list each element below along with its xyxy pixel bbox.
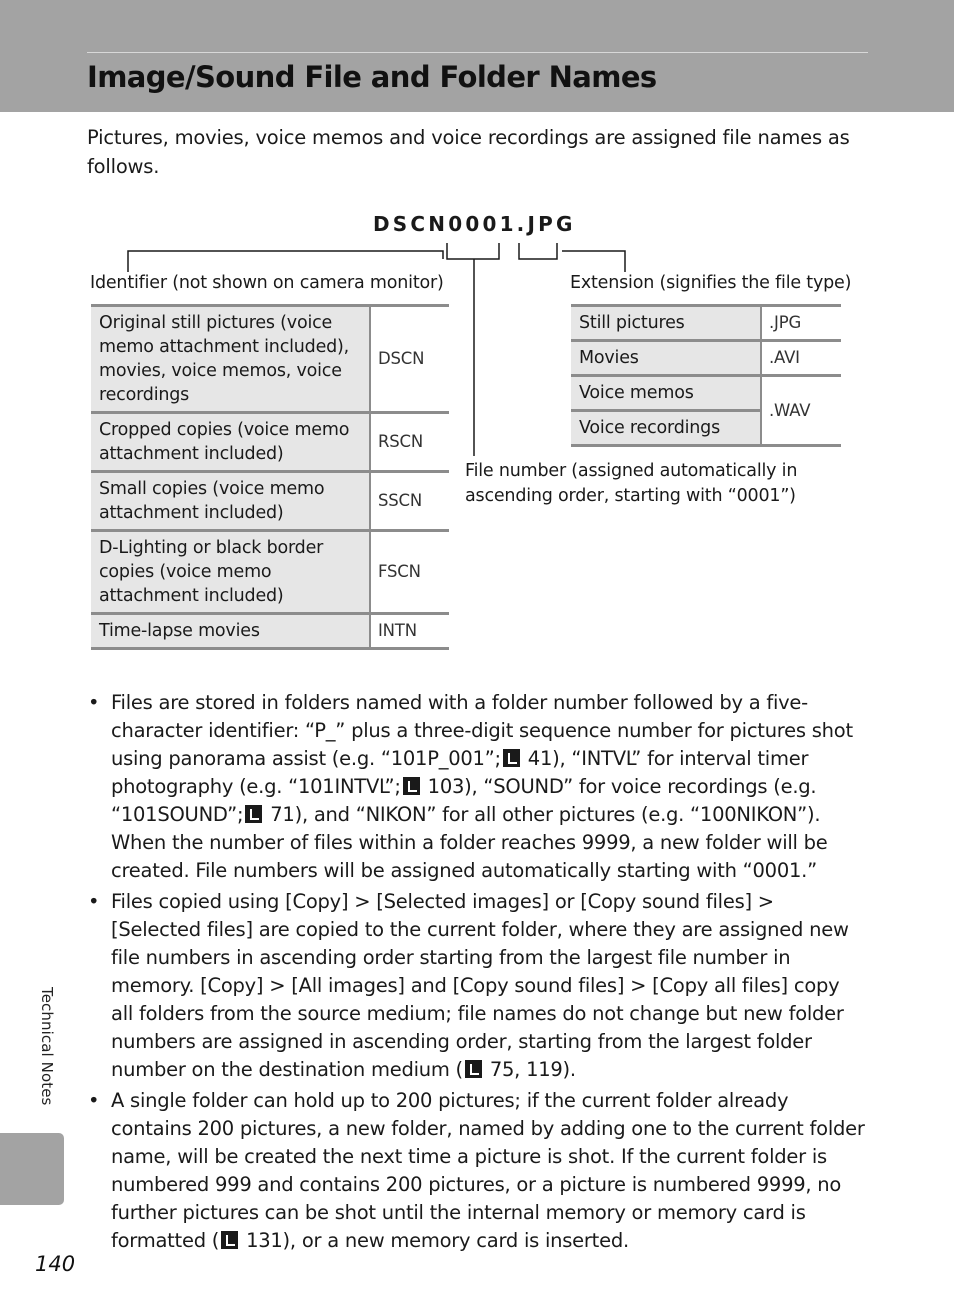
bullet: • bbox=[88, 1089, 100, 1112]
table-row bbox=[91, 306, 449, 413]
identifier-code: INTN bbox=[370, 614, 449, 649]
identifier-description: Cropped copies (voice memo attachment included) bbox=[91, 413, 370, 472]
identifier-description: D-Lighting or black border copies (voice memo attachment included) bbox=[91, 531, 370, 614]
table-row bbox=[571, 341, 841, 376]
bullet-text: 103), “SOUND” for voice recordings (e.g. “101SOUND”; bbox=[111, 775, 817, 826]
identifier-label: Identifier (not shown on camera monitor) bbox=[90, 273, 444, 293]
bullet-text: Files are stored in folders named with a folder number followed by a five-character identifier: “P_” plus a three-digit sequence number for pictures shot using panorama assist (e.g. “101P_001”; bbox=[111, 691, 853, 770]
file-extension: .AVI bbox=[761, 341, 841, 376]
bullet-text: A single folder can hold up to 200 pictures; if the current folder already contains 200 pictures, a new folder, named by adding one to the current folder name, will be created the next time a picture is shot. If the current folder is numbered 999 and contains 200 pictures, or a picture is numbered 9999, no further pictures can be shot until the internal memory or memory card is formatted ( bbox=[111, 1089, 865, 1252]
list-item bbox=[88, 1087, 866, 1255]
extension-bracket bbox=[562, 251, 625, 272]
file-type: Voice memos bbox=[571, 376, 761, 411]
page-reference-icon bbox=[221, 1231, 238, 1249]
file-extension: .JPG bbox=[761, 306, 841, 341]
table-row bbox=[571, 376, 841, 411]
identifier-description: Time-lapse movies bbox=[91, 614, 370, 649]
bullet-text: 75, 119). bbox=[483, 1058, 576, 1081]
section-tab bbox=[0, 1133, 64, 1205]
file-type: Voice recordings bbox=[571, 411, 761, 446]
table-row bbox=[91, 472, 449, 531]
page-number: 140 bbox=[35, 1252, 76, 1276]
file-extension: .WAV bbox=[761, 376, 841, 446]
bullet-text: 41), “INTVL” for interval timer photography (e.g. “101INTVL”; bbox=[111, 747, 809, 798]
bullet-text: 71), and “NIKON” for all other pictures (e.g. “100NIKON”). When the number of files within a folder reaches 9999, a new folder will be created. File numbers will be assigned automatically starting with “0001.” bbox=[111, 803, 828, 882]
extension-table bbox=[571, 304, 841, 447]
page-title: Image/Sound File and Folder Names bbox=[87, 60, 657, 94]
page-reference-icon bbox=[245, 805, 262, 823]
page-reference-icon bbox=[503, 749, 520, 767]
file-type: Movies bbox=[571, 341, 761, 376]
identifier-code: SSCN bbox=[370, 472, 449, 531]
identifier-description: Original still pictures (voice memo attachment included), movies, voice memos, voice recordings bbox=[91, 306, 370, 413]
page-reference-icon bbox=[465, 1060, 482, 1078]
identifier-code: DSCN bbox=[370, 306, 449, 413]
list-item bbox=[88, 689, 866, 885]
bullet: • bbox=[88, 691, 100, 714]
section-tab-label: Technical Notes bbox=[38, 987, 56, 1106]
file-number-label: File number (assigned automatically in ascending order, starting with “0001”) bbox=[465, 461, 798, 506]
table-row bbox=[571, 306, 841, 341]
bullet: • bbox=[88, 890, 100, 913]
intro-paragraph: Pictures, movies, voice memos and voice recordings are assigned file names as follows. bbox=[87, 126, 850, 178]
list-item bbox=[88, 888, 866, 1084]
identifier-code: RSCN bbox=[370, 413, 449, 472]
table-row bbox=[91, 531, 449, 614]
table-row bbox=[91, 413, 449, 472]
identifier-code: FSCN bbox=[370, 531, 449, 614]
bullet-text: Files copied using [Copy] > [Selected images] or [Copy sound files] > [Selected files] are copied to the current folder, where they are assigned new file numbers in ascending order starting from the largest file number in memory. [Copy] > [All images] and [Copy sound files] > [Copy all files] copy all folders from the source medium; file names do not change but new folder numbers are assigned in ascending order, starting from the largest folder number on the destination medium ( bbox=[111, 890, 849, 1081]
table-row bbox=[91, 614, 449, 649]
bullet-text: 131), or a new memory card is inserted. bbox=[240, 1229, 629, 1252]
file-type: Still pictures bbox=[571, 306, 761, 341]
notes-list bbox=[88, 689, 866, 1258]
extension-bracket-left bbox=[519, 243, 557, 259]
page-reference-icon bbox=[403, 777, 420, 795]
identifier-description: Small copies (voice memo attachment included) bbox=[91, 472, 370, 531]
identifier-bracket bbox=[128, 251, 443, 272]
extension-label: Extension (signifies the file type) bbox=[570, 273, 852, 293]
file-number-bracket bbox=[447, 243, 499, 259]
identifier-table bbox=[91, 304, 449, 650]
example-filename: DSCN0001.JPG bbox=[373, 212, 576, 236]
